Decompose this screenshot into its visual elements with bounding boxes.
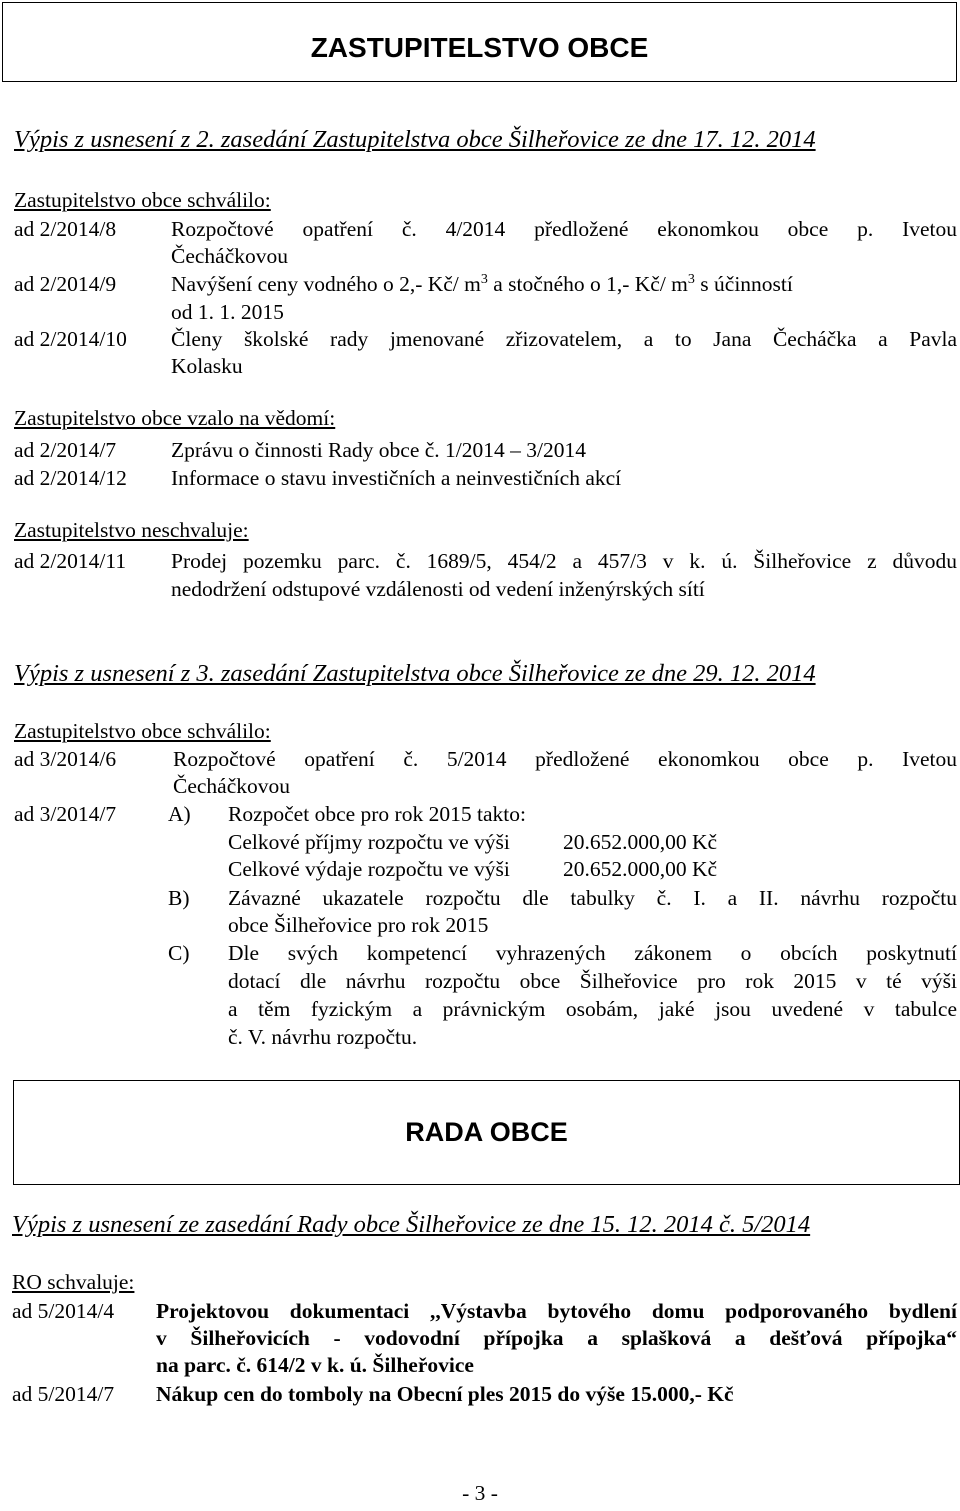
subsection-label: RO schvaluje: <box>12 1270 135 1294</box>
item-text: Projektovou dokumentaci ,,Výstavba bytového domu podporovaného bydlení <box>156 1299 957 1323</box>
item-text: a těm fyzickým a právnickým osobám, jaké jsou uvedené v tabulce <box>228 997 957 1021</box>
item-text: Členy školské rady jmenované zřizovatelem, a to Jana Čecháčka a Pavla <box>171 327 957 351</box>
section-title: RADA OBCE <box>405 1117 568 1147</box>
item-ref: ad 2/2014/7 <box>14 438 117 462</box>
resolution-heading: Výpis z usnesení ze zasedání Rady obce Šilheřovice ze dne 15. 12. 2014 č. 5/2014 <box>12 1211 811 1238</box>
budget-label: Celkové příjmy rozpočtu ve výši <box>228 830 510 854</box>
item-ref: ad 2/2014/11 <box>14 549 127 573</box>
item-text: dotací dle návrhu rozpočtu obce Šilheřovice pro rok 2015 v té výši <box>228 969 957 993</box>
item-ref: ad 2/2014/10 <box>14 327 127 351</box>
resolution-heading: Výpis z usnesení z 2. zasedání Zastupitelstva obce Šilheřovice ze dne 17. 12. 2014 <box>14 126 816 153</box>
item-text: Navýšení ceny vodného o 2,- Kč/ $m^3$ a stočného o 1,- Kč/ $m^3$ s účinností <box>171 272 793 297</box>
item-text: na parc. č. 614/2 v k. ú. Šilheřovice <box>156 1353 474 1377</box>
item-text: Prodej pozemku parc. č. 1689/5, 454/2 a 457/3 v k. ú. Šilheřovice z důvodu <box>171 549 957 573</box>
item-ref: ad 2/2014/12 <box>14 466 127 490</box>
budget-value: 20.652.000,00 Kč <box>563 857 718 881</box>
item-text: Rozpočtové opatření č. 4/2014 předložené ekonomkou obce p. Ivetou <box>171 217 957 241</box>
item-text: Čecháčkovou <box>171 244 289 268</box>
item-text: Rozpočtové opatření č. 5/2014 předložené ekonomkou obce p. Ivetou <box>173 747 957 771</box>
item-letter: B) <box>168 886 190 910</box>
item-text: obce Šilheřovice pro rok 2015 <box>228 913 489 937</box>
budget-label: Celkové výdaje rozpočtu ve výši <box>228 857 510 881</box>
item-text: Nákup cen do tomboly na Obecní ples 2015 do výše 15.000,- Kč <box>156 1382 734 1406</box>
item-text: nedodržení odstupové vzdálenosti od vedení inženýrských sítí <box>171 577 705 601</box>
budget-value: 20.652.000,00 Kč <box>563 830 718 854</box>
item-ref: ad 3/2014/7 <box>14 802 117 826</box>
item-text: Informace o stavu investičních a neinvestičních akcí <box>171 466 622 490</box>
section-title-box <box>2 2 957 82</box>
section-title-box <box>13 1080 960 1185</box>
item-ref: ad 3/2014/6 <box>14 747 117 771</box>
item-text: Rozpočet obce pro rok 2015 takto: <box>228 802 526 826</box>
subsection-label: Zastupitelstvo obce schválilo: <box>14 188 271 212</box>
item-text: Závazné ukazatele rozpočtu dle tabulky č. I. a II. návrhu rozpočtu <box>228 886 957 910</box>
item-ref: ad 5/2014/7 <box>12 1382 115 1406</box>
item-letter: C) <box>168 941 190 965</box>
item-text: od 1. 1. 2015 <box>171 300 284 324</box>
item-text: v Šilheřovicích - vodovodní přípojka a splašková a dešťová přípojka“ <box>156 1326 957 1350</box>
subsection-label: Zastupitelstvo obce schválilo: <box>14 719 271 743</box>
item-ref: ad 2/2014/9 <box>14 272 117 296</box>
subsection-label: Zastupitelstvo obce vzalo na vědomí: <box>14 406 336 430</box>
item-text: Kolasku <box>171 354 243 378</box>
item-text: č. V. návrhu rozpočtu. <box>228 1025 418 1049</box>
item-ref: ad 5/2014/4 <box>12 1299 115 1323</box>
subsection-label: Zastupitelstvo neschvaluje: <box>14 518 249 542</box>
item-text: Zprávu o činnosti Rady obce č. 1/2014 – 3/2014 <box>171 438 586 462</box>
section-title: ZASTUPITELSTVO OBCE <box>310 32 649 63</box>
resolution-heading: Výpis z usnesení z 3. zasedání Zastupitelstva obce Šilheřovice ze dne 29. 12. 2014 <box>14 660 816 687</box>
page-number: - 3 - <box>462 1481 498 1505</box>
item-ref: ad 2/2014/8 <box>14 217 117 241</box>
item-text: Čecháčkovou <box>173 774 291 798</box>
item-text: Dle svých kompetencí vyhrazených zákonem o obcích poskytnutí <box>228 941 957 965</box>
item-letter: A) <box>168 802 191 826</box>
